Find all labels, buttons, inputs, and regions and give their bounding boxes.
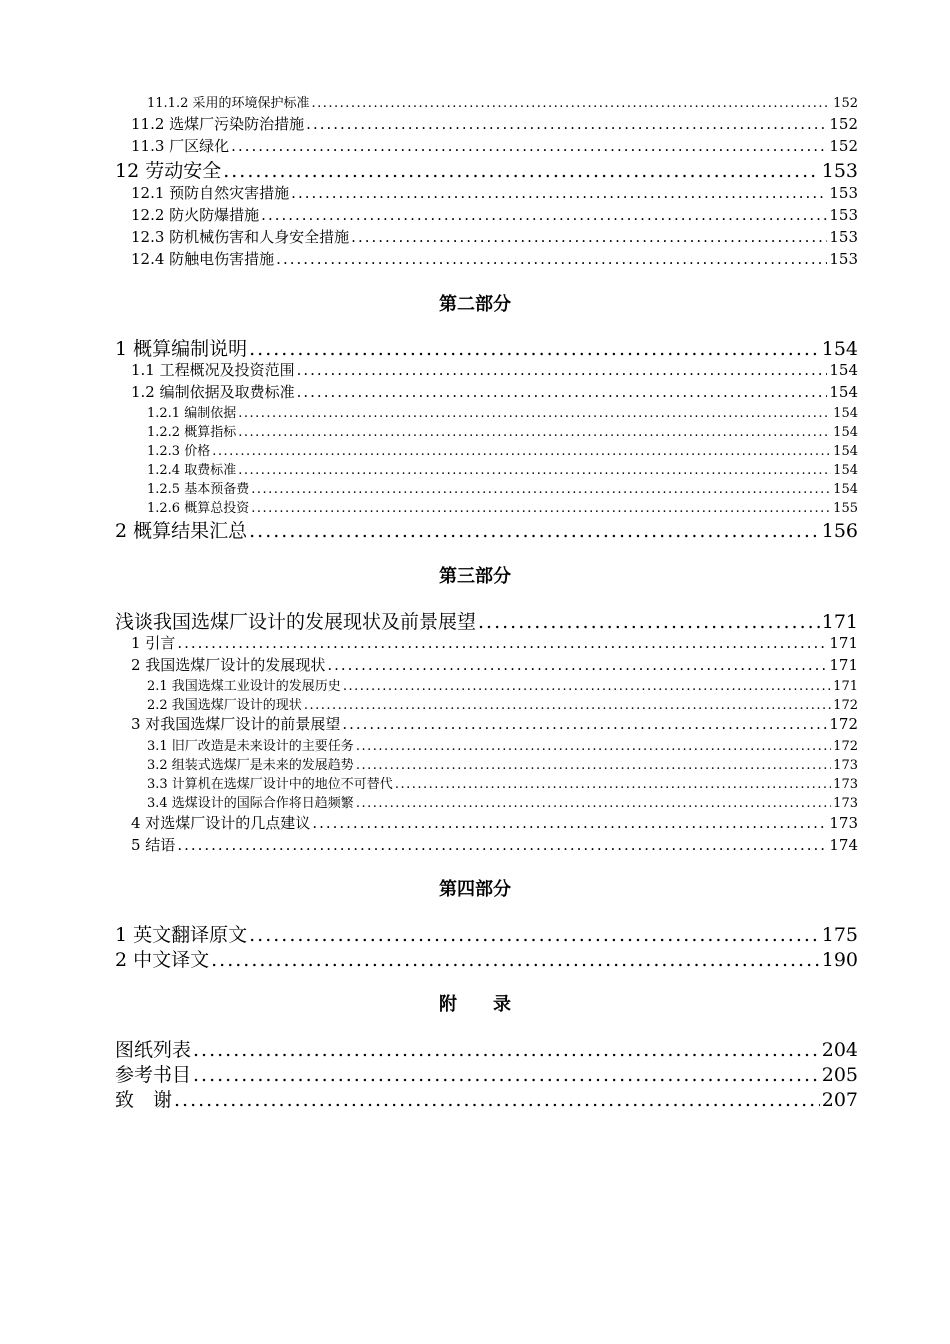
toc-title: 12.2 防火防爆措施 xyxy=(131,206,260,224)
section-heading-appendix: 附 录 xyxy=(439,994,511,1015)
toc-leader xyxy=(238,406,831,421)
toc-title: 3.2 组装式选煤厂是未来的发展趋势 xyxy=(147,758,354,773)
toc-entry-part3-2[interactable] xyxy=(131,654,858,675)
toc-leader xyxy=(356,739,831,754)
toc-entry-part2-1-2-4[interactable] xyxy=(147,459,858,478)
toc-leader xyxy=(177,836,827,854)
toc-page-number: 152 xyxy=(829,137,858,155)
toc-leader xyxy=(212,444,831,459)
toc-page-number: 172 xyxy=(833,698,858,713)
toc-leader xyxy=(356,758,831,773)
toc-title: 5 结语 xyxy=(131,836,176,854)
toc-page-number: 172 xyxy=(829,715,858,733)
toc-title: 1.2.5 基本预备费 xyxy=(147,482,250,497)
toc-leader xyxy=(297,383,828,401)
toc-page-number: 173 xyxy=(833,796,858,811)
toc-entry-part3-2-1[interactable] xyxy=(147,675,858,694)
toc-title: 图纸列表 xyxy=(115,1039,192,1061)
toc-entry-part3-1[interactable] xyxy=(131,632,858,653)
toc-title: 浅谈我国选煤厂设计的发展现状及前景展望 xyxy=(115,611,477,633)
toc-page-number: 173 xyxy=(833,777,858,792)
toc-title: 3.4 选煤设计的国际合作将日趋频繁 xyxy=(147,796,354,811)
toc-page-number: 154 xyxy=(829,383,858,401)
toc-title: 3 对我国选煤厂设计的前景展望 xyxy=(131,715,341,733)
toc-page-number: 153 xyxy=(821,160,858,182)
toc-title: 11.1.2 采用的环境保护标准 xyxy=(147,96,310,111)
toc-title: 12 劳动安全 xyxy=(115,160,222,182)
toc-title: 1 概算编制说明 xyxy=(115,338,248,360)
toc-entry-part3-3-2[interactable] xyxy=(147,754,858,773)
toc-title: 3.3 计算机在选煤厂设计中的地位不可替代 xyxy=(147,777,393,792)
toc-leader xyxy=(251,501,831,516)
toc-entry-12[interactable] xyxy=(115,156,858,183)
toc-entry-12-2[interactable] xyxy=(131,204,858,225)
toc-page-number: 172 xyxy=(833,739,858,754)
toc-leader xyxy=(177,634,827,652)
toc-title: 2 我国选煤厂设计的发展现状 xyxy=(131,656,326,674)
toc-leader xyxy=(395,777,831,792)
toc-entry-part2-1-2-5[interactable] xyxy=(147,478,858,497)
toc-title: 4 对选煤厂设计的几点建议 xyxy=(131,814,311,832)
toc-page-number: 154 xyxy=(833,463,858,478)
toc-title: 12.4 防触电伤害措施 xyxy=(131,250,275,268)
toc-page-number: 155 xyxy=(833,501,858,516)
toc-page-number: 205 xyxy=(821,1064,858,1086)
toc-entry-part3-3-1[interactable] xyxy=(147,735,858,754)
toc-leader xyxy=(312,814,827,832)
toc-entry-part3-main[interactable] xyxy=(115,607,858,634)
toc-title: 3.1 旧厂改造是未来设计的主要任务 xyxy=(147,739,354,754)
toc-leader xyxy=(261,206,827,224)
toc-page-number: 190 xyxy=(821,949,858,971)
toc-title: 1 英文翻译原文 xyxy=(115,924,248,946)
toc-title: 致 谢 xyxy=(115,1089,173,1111)
toc-title: 1.2.1 编制依据 xyxy=(147,406,237,421)
toc-page-number: 154 xyxy=(821,338,858,360)
toc-title: 1.2.3 价格 xyxy=(147,444,211,459)
section-heading-part2: 第二部分 xyxy=(439,294,511,315)
toc-leader xyxy=(249,338,820,360)
toc-page-number: 154 xyxy=(833,425,858,440)
section-heading-part4: 第四部分 xyxy=(439,879,511,900)
toc-leader xyxy=(193,1039,820,1061)
toc-entry-part3-4[interactable] xyxy=(131,812,858,833)
toc-page-number: 154 xyxy=(833,444,858,459)
toc-leader xyxy=(297,361,828,379)
toc-title: 12.3 防机械伤害和人身安全措施 xyxy=(131,228,350,246)
toc-page-number: 207 xyxy=(821,1089,858,1111)
toc-title: 1.2.2 概算指标 xyxy=(147,425,237,440)
section-heading-part3: 第三部分 xyxy=(439,566,511,587)
toc-title: 1.2.6 概算总投资 xyxy=(147,501,250,516)
toc-entry-part3-2-2[interactable] xyxy=(147,694,858,713)
toc-page-number: 174 xyxy=(829,836,858,854)
toc-leader xyxy=(342,715,827,733)
toc-page-number: 154 xyxy=(833,482,858,497)
toc-page-number: 173 xyxy=(829,814,858,832)
toc-entry-part2-1-2-2[interactable] xyxy=(147,421,858,440)
toc-leader xyxy=(351,228,827,246)
toc-entry-11-1-2[interactable] xyxy=(147,92,858,111)
toc-title: 11.2 选煤厂污染防治措施 xyxy=(131,115,305,133)
toc-entry-part3-3-4[interactable] xyxy=(147,792,858,811)
toc-entry-part3-5[interactable] xyxy=(131,834,858,855)
toc-entry-part3-3-3[interactable] xyxy=(147,773,858,792)
toc-title: 2 中文译文 xyxy=(115,949,210,971)
toc-leader xyxy=(249,520,820,542)
toc-title: 2.1 我国选煤工业设计的发展历史 xyxy=(147,679,341,694)
toc-entry-12-3[interactable] xyxy=(131,226,858,247)
toc-title: 1.1 工程概况及投资范围 xyxy=(131,361,295,379)
toc-entry-12-1[interactable] xyxy=(131,182,858,203)
toc-title: 12.1 预防自然灾害措施 xyxy=(131,184,290,202)
toc-leader xyxy=(249,924,820,946)
toc-page-number: 152 xyxy=(833,96,858,111)
toc-page-number: 173 xyxy=(833,758,858,773)
toc-page-number: 153 xyxy=(829,228,858,246)
toc-leader xyxy=(193,1064,820,1086)
toc-title: 2.2 我国选煤厂设计的现状 xyxy=(147,698,302,713)
toc-page-number: 154 xyxy=(833,406,858,421)
toc-leader xyxy=(311,96,831,111)
toc-leader xyxy=(304,698,831,713)
toc-page-number: 175 xyxy=(821,924,858,946)
toc-page-number: 153 xyxy=(829,250,858,268)
toc-entry-acknowledgements[interactable] xyxy=(115,1085,858,1112)
toc-page-number: 171 xyxy=(821,611,858,633)
toc-entry-part2-1[interactable] xyxy=(115,334,858,361)
toc-title: 1.2 编制依据及取费标准 xyxy=(131,383,295,401)
toc-entry-part2-2[interactable] xyxy=(115,516,858,543)
toc-title: 参考书目 xyxy=(115,1064,192,1086)
toc-entry-references[interactable] xyxy=(115,1060,858,1087)
toc-entry-part2-1-2-6[interactable] xyxy=(147,497,858,516)
toc-page-number: 153 xyxy=(829,184,858,202)
toc-entry-part4-1[interactable] xyxy=(115,920,858,947)
toc-leader xyxy=(231,137,827,155)
toc-entry-11-3[interactable] xyxy=(131,135,858,156)
toc-page-number: 171 xyxy=(829,656,858,674)
toc-leader xyxy=(276,250,827,268)
toc-entry-drawing-list[interactable] xyxy=(115,1035,858,1062)
toc-page-number: 171 xyxy=(833,679,858,694)
toc-entry-11-2[interactable] xyxy=(131,113,858,134)
toc-page-number: 204 xyxy=(821,1039,858,1061)
toc-title: 1.2.4 取费标准 xyxy=(147,463,237,478)
toc-title: 1 引言 xyxy=(131,634,176,652)
toc-leader xyxy=(343,679,831,694)
toc-entry-part2-1-1[interactable] xyxy=(131,359,858,380)
toc-entry-part2-1-2[interactable] xyxy=(131,381,858,402)
toc-entry-part3-3[interactable] xyxy=(131,713,858,734)
toc-entry-part4-2[interactable] xyxy=(115,945,858,972)
toc-page-number: 152 xyxy=(829,115,858,133)
toc-page-number: 154 xyxy=(829,361,858,379)
toc-page-number: 171 xyxy=(829,634,858,652)
toc-title: 11.3 厂区绿化 xyxy=(131,137,230,155)
toc-leader xyxy=(223,160,820,182)
toc-leader xyxy=(291,184,827,202)
toc-entry-part2-1-2-1[interactable] xyxy=(147,402,858,421)
toc-title: 2 概算结果汇总 xyxy=(115,520,248,542)
toc-leader xyxy=(251,482,831,497)
toc-entry-12-4[interactable] xyxy=(131,248,858,269)
toc-leader xyxy=(327,656,827,674)
toc-page-number: 153 xyxy=(829,206,858,224)
toc-leader xyxy=(478,611,820,633)
toc-page-number: 156 xyxy=(821,520,858,542)
toc-leader xyxy=(238,463,831,478)
toc-leader xyxy=(211,949,820,971)
toc-leader xyxy=(238,425,831,440)
toc-entry-part2-1-2-3[interactable] xyxy=(147,440,858,459)
toc-leader xyxy=(306,115,827,133)
toc-leader xyxy=(356,796,831,811)
toc-leader xyxy=(174,1089,820,1111)
